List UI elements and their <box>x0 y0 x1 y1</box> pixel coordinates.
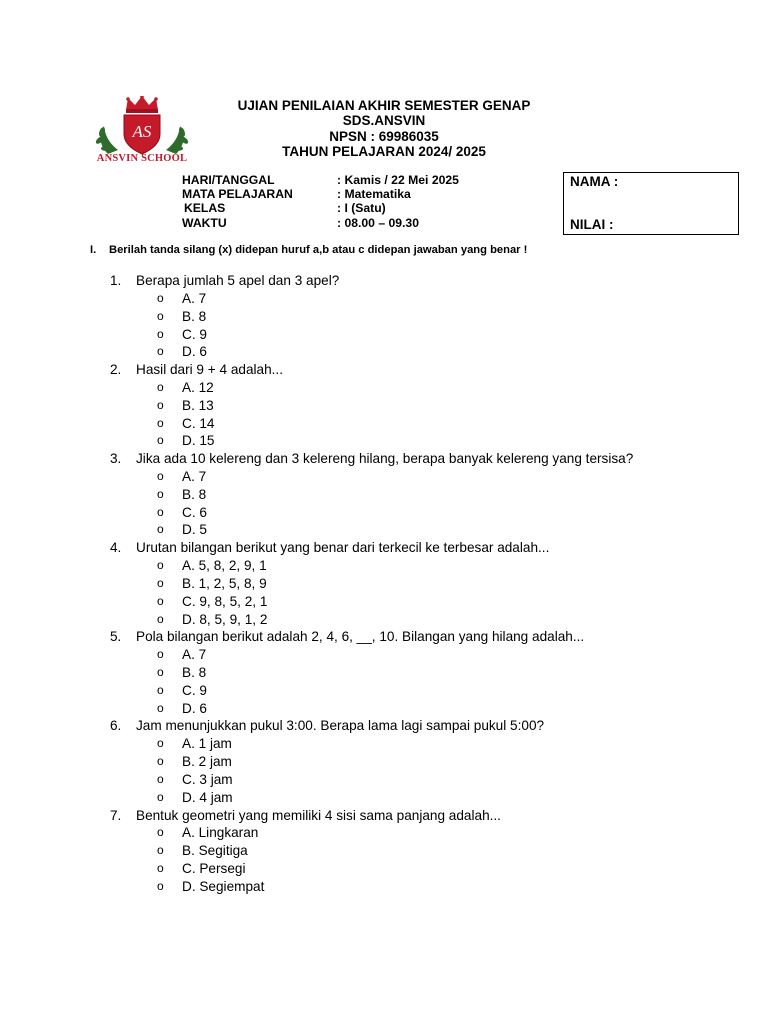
question-text: Berapa jumlah 5 apel dan 3 apel? <box>136 273 340 288</box>
question <box>110 539 678 628</box>
answer-option[interactable] <box>110 735 678 753</box>
answer-option[interactable] <box>110 343 678 361</box>
question-text: Pola bilangan berikut adalah 2, 4, 6, __, 10. Bilangan yang hilang adalah... <box>136 629 585 645</box>
answer-option[interactable] <box>110 682 678 700</box>
option-text: D. 4 jam <box>182 789 233 805</box>
bullet-icon: o <box>157 415 164 430</box>
option-text: B. 2 jam <box>182 754 232 770</box>
question <box>110 361 678 450</box>
option-text: A. Lingkaran <box>182 825 259 841</box>
bullet-icon: o <box>157 611 164 626</box>
info-row-time <box>182 216 459 230</box>
option-text: C. 9, 8, 5, 2, 1 <box>182 593 268 609</box>
answer-option[interactable] <box>110 753 678 771</box>
option-text: C. 9 <box>182 682 207 698</box>
answer-option[interactable] <box>110 468 678 486</box>
answer-option[interactable] <box>110 557 678 575</box>
bullet-icon: o <box>157 469 164 484</box>
npsn-line: NPSN : 69986035 <box>329 128 439 144</box>
bullet-icon: o <box>157 825 164 840</box>
option-text: B. Segitiga <box>182 843 248 859</box>
bullet-icon: o <box>157 486 164 501</box>
option-text: B. 8 <box>182 486 207 502</box>
option-text: D. 8, 5, 9, 1, 2 <box>182 611 268 627</box>
svg-text:AS: AS <box>132 122 152 141</box>
exam-info <box>182 173 459 230</box>
question-number: 4. <box>110 540 122 556</box>
answer-option[interactable] <box>110 415 678 433</box>
answer-option[interactable] <box>110 842 678 860</box>
section-number: I. <box>90 244 97 256</box>
bullet-icon: o <box>157 308 164 323</box>
bullet-icon: o <box>157 326 164 341</box>
info-value: : Kamis / 22 Mei 2025 <box>337 173 459 187</box>
bullet-icon: o <box>157 789 164 804</box>
answer-option[interactable] <box>110 611 678 629</box>
school-title: SDS.ANSVIN <box>342 113 426 129</box>
bullet-icon: o <box>157 861 164 876</box>
question-number: 1. <box>110 273 122 288</box>
info-row-class <box>182 201 459 215</box>
name-label: NAMA : <box>570 174 619 189</box>
bullet-icon: o <box>157 682 164 697</box>
option-text: A. 7 <box>182 647 207 663</box>
instruction <box>90 244 527 256</box>
option-text: C. 6 <box>182 504 207 520</box>
academic-year: TAHUN PELAJARAN 2024/ 2025 <box>282 143 486 159</box>
bullet-icon: o <box>157 290 164 305</box>
option-text: D. Segiempat <box>182 878 265 894</box>
answer-option[interactable] <box>110 646 678 664</box>
option-text: C. 3 jam <box>182 771 233 787</box>
option-text: A. 5, 8, 2, 9, 1 <box>182 558 267 574</box>
option-text: D. 5 <box>182 522 207 538</box>
school-name: ANSVIN SCHOOL <box>96 153 188 164</box>
answer-option[interactable] <box>110 878 678 896</box>
option-text: D. 15 <box>182 433 215 449</box>
info-value: : 08.00 – 09.30 <box>337 215 419 230</box>
info-row-date <box>182 173 459 187</box>
bullet-icon: o <box>157 647 164 662</box>
answer-option[interactable] <box>110 486 678 504</box>
option-text: D. 6 <box>182 344 207 360</box>
answer-option[interactable] <box>110 593 678 611</box>
question <box>110 272 678 361</box>
bullet-icon: o <box>157 558 164 573</box>
question-text: Jika ada 10 kelereng dan 3 kelereng hilang, berapa banyak kelereng yang tersisa? <box>136 451 634 467</box>
answer-option[interactable] <box>110 860 678 878</box>
score-label: NILAI : <box>570 217 614 232</box>
bullet-icon: o <box>157 344 164 359</box>
name-score-box[interactable] <box>563 172 739 235</box>
question-number: 3. <box>110 451 122 467</box>
bullet-icon: o <box>157 700 164 715</box>
question-number: 7. <box>110 807 122 823</box>
question-text: Hasil dari 9 + 4 adalah... <box>136 362 283 378</box>
question-text: Jam menunjukkan pukul 3:00. Berapa lama lagi sampai pukul 5:00? <box>136 718 545 734</box>
bullet-icon: o <box>157 504 164 519</box>
answer-option[interactable] <box>110 379 678 397</box>
question <box>110 450 678 539</box>
question-list <box>110 272 678 896</box>
question <box>110 807 678 896</box>
answer-option[interactable] <box>110 789 678 807</box>
option-text: A. 12 <box>182 380 214 395</box>
answer-option[interactable] <box>110 504 678 522</box>
question-number: 5. <box>110 629 122 645</box>
option-text: B. 1, 2, 5, 8, 9 <box>182 575 267 591</box>
answer-option[interactable] <box>110 397 678 415</box>
question <box>110 717 678 806</box>
option-text: D. 6 <box>182 700 207 716</box>
bullet-icon: o <box>157 522 164 537</box>
bullet-icon: o <box>157 593 164 608</box>
answer-option[interactable] <box>110 700 678 718</box>
option-text: C. Persegi <box>182 861 246 877</box>
bullet-icon: o <box>157 665 164 680</box>
option-text: C. 14 <box>182 415 215 431</box>
bullet-icon: o <box>157 754 164 769</box>
bullet-icon: o <box>157 878 164 893</box>
answer-option[interactable] <box>110 326 678 344</box>
info-label: WAKTU <box>182 215 227 230</box>
exam-title: UJIAN PENILAIAN AKHIR SEMESTER GENAP <box>237 98 531 113</box>
info-value: : I (Satu) <box>337 201 386 216</box>
option-text: A. 7 <box>182 290 207 306</box>
option-text: B. 8 <box>182 308 207 324</box>
bullet-icon: o <box>157 380 164 394</box>
answer-option[interactable] <box>110 664 678 682</box>
info-label: HARI/TANGGAL <box>182 173 275 187</box>
bullet-icon: o <box>157 397 164 412</box>
bullet-icon: o <box>157 736 164 751</box>
instruction-text: Berilah tanda silang (x) didepan huruf a,b atau c didepan jawaban yang benar ! <box>109 244 528 256</box>
option-text: A. 7 <box>182 469 207 485</box>
answer-option[interactable] <box>110 308 678 326</box>
option-text: C. 9 <box>182 326 207 342</box>
question <box>110 628 678 717</box>
answer-option[interactable] <box>110 824 678 842</box>
option-text: A. 1 jam <box>182 736 232 752</box>
exam-header <box>200 98 568 159</box>
answer-option[interactable] <box>110 575 678 593</box>
answer-option[interactable] <box>110 290 678 308</box>
info-label: KELAS <box>184 201 226 216</box>
option-text: B. 8 <box>182 665 207 681</box>
answer-option[interactable] <box>110 432 678 450</box>
answer-option[interactable] <box>110 771 678 789</box>
bullet-icon: o <box>157 575 164 590</box>
question-number: 2. <box>110 362 122 378</box>
bullet-icon: o <box>157 433 164 448</box>
answer-option[interactable] <box>110 521 678 539</box>
crown-icon <box>126 96 158 113</box>
bullet-icon: o <box>157 771 164 786</box>
question-number: 6. <box>110 718 122 734</box>
bullet-icon: o <box>157 843 164 858</box>
info-label: MATA PELAJARAN <box>182 187 293 202</box>
info-row-subject <box>182 187 459 201</box>
question-text: Urutan bilangan berikut yang benar dari terkecil ke terbesar adalah... <box>136 540 550 556</box>
option-text: B. 13 <box>182 397 214 413</box>
question-text: Bentuk geometri yang memiliki 4 sisi sama panjang adalah... <box>136 807 501 823</box>
info-value: : Matematika <box>337 187 411 202</box>
